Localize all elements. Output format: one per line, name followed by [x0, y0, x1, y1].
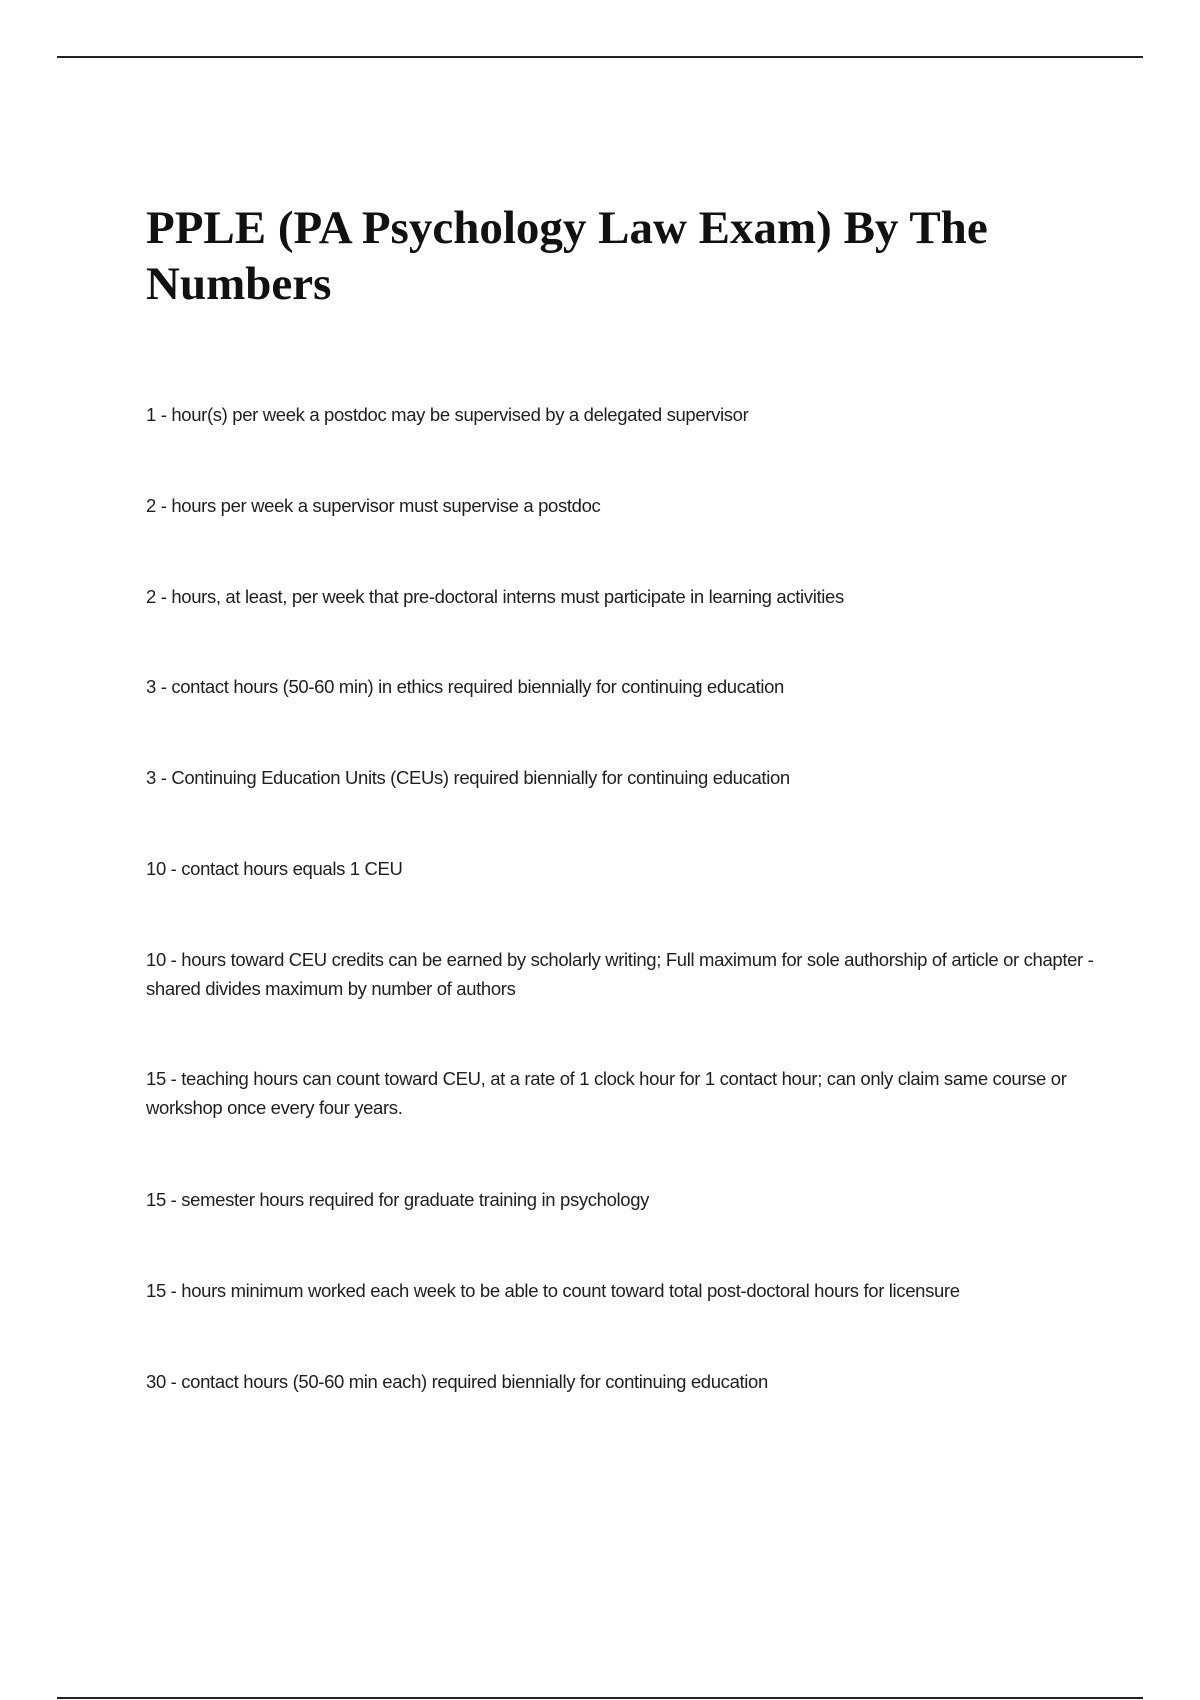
document-body	[146, 200, 1096, 1392]
fact-entry: 3 - contact hours (50-60 min) in ethics required biennially for continuing education	[146, 676, 785, 697]
fact-entry: 15 - hours minimum worked each week to be able to count toward total post-doctoral hours for licensure	[146, 1280, 960, 1301]
fact-entry: 2 - hours, at least, per week that pre-doctoral interns must participate in learning activities	[146, 586, 844, 607]
fact-entry: 2 - hours per week a supervisor must supervise a postdoc	[146, 495, 601, 516]
fact-entry: 1 - hour(s) per week a postdoc may be supervised by a delegated supervisor	[146, 404, 749, 425]
fact-entry: 3 - Continuing Education Units (CEUs) required biennially for continuing education	[146, 767, 790, 788]
fact-entry: 30 - contact hours (50-60 min each) required biennially for continuing education	[146, 1371, 768, 1392]
fact-entry: 10 - contact hours equals 1 CEU	[146, 858, 403, 879]
header-rule	[57, 56, 1143, 58]
fact-entry: 10 - hours toward CEU credits can be earned by scholarly writing; Full maximum for sole authorship of article or chapter - shared divides maximum by number of authors	[146, 949, 1094, 999]
fact-entry: 15 - teaching hours can count toward CEU, at a rate of 1 clock hour for 1 contact hour; can only claim same course or workshop once every four years.	[146, 1068, 1067, 1118]
fact-entry: 15 - semester hours required for graduate training in psychology	[146, 1189, 650, 1210]
document-title: PPLE (PA Psychology Law Exam) By The Numbers	[146, 202, 988, 310]
footer-rule	[57, 1697, 1143, 1699]
